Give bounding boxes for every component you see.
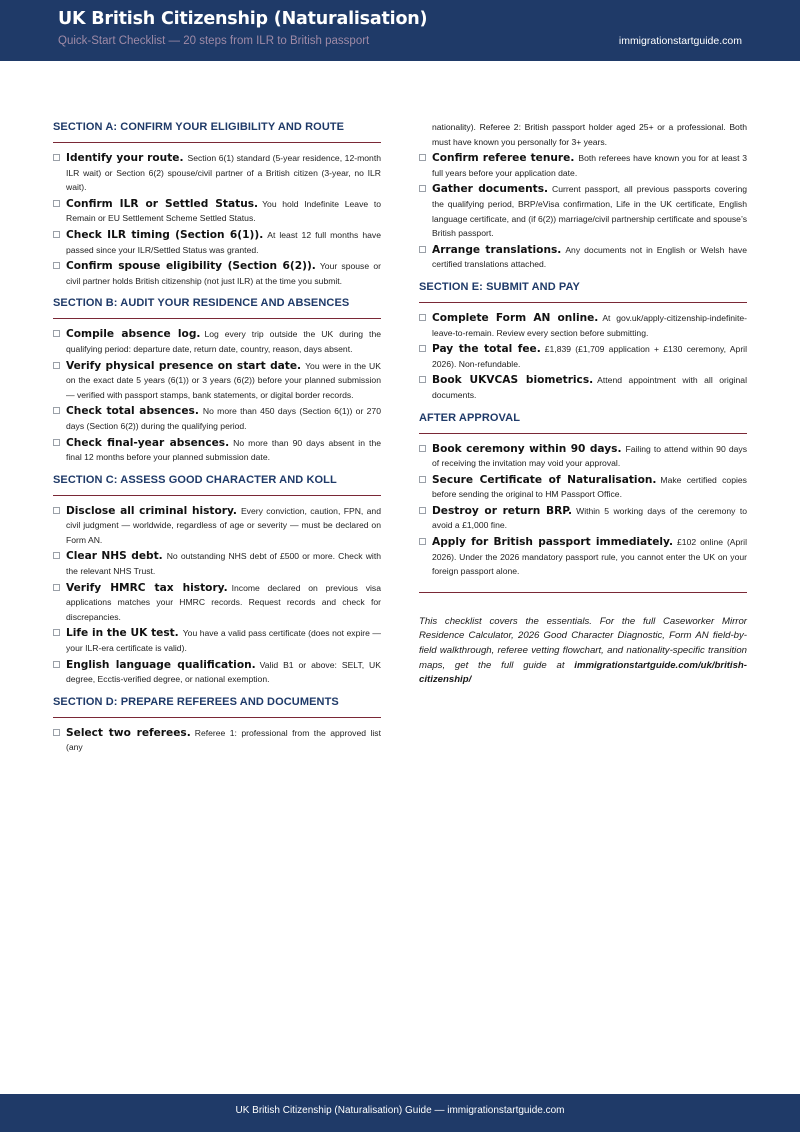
checklist-item[interactable] (53, 151, 381, 195)
item-label: Compile absence log. (66, 328, 201, 341)
section-b-heading: SECTION B: AUDIT YOUR RESIDENCE AND ABSENCES (53, 292, 381, 319)
item-label: English language qualification. (66, 658, 256, 671)
left-column (53, 116, 381, 759)
item-text: Every conviction, caution, FPN, and civil judgment — worldwide, regardless of age or severity — must be declared on Form AN. (66, 505, 381, 545)
header-site-link[interactable]: immigrationstartguide.com (618, 35, 742, 47)
section-b (53, 292, 381, 464)
checkbox[interactable] (53, 330, 60, 337)
item-text: £1,839 (£1,709 application + £130 ceremony, April 2026). Non-refundable. (432, 344, 747, 369)
checkbox[interactable] (419, 314, 426, 321)
item-label: Confirm ILR or Settled Status. (66, 197, 259, 210)
item-text: Current passport, all previous passports covering the qualifying period, BRP/eVisa confirmation, Life in the UK certificate, English language certificate, and (if 6(2)) marriage/civil partnership certificate and spouse’s British passport. (432, 184, 747, 239)
checklist-item[interactable] (53, 197, 381, 226)
checklist-item[interactable] (53, 626, 381, 655)
section-e (419, 276, 747, 403)
right-column (419, 118, 747, 688)
item-label: Select two referees. (66, 726, 191, 739)
item-text: You have a valid pass certificate (does not expire — your ILR-era certificate is valid). (66, 628, 381, 654)
checklist-item[interactable] (53, 504, 381, 548)
section-after-approval (419, 407, 747, 579)
item-text: No more than 450 days (Section 6(1)) or 270 days (Section 6(2)) during the qualifying period. (66, 406, 381, 431)
checkbox[interactable] (53, 262, 60, 269)
item-label: Book ceremony within 90 days. (432, 442, 622, 455)
checklist-item[interactable] (53, 549, 381, 578)
checkbox[interactable] (53, 552, 60, 559)
checklist-item[interactable] (53, 259, 381, 288)
item-text: You were in the UK on the exact date 5 years (6(1)) or 3 years (6(2)) before your planned submission — verified with passport stamps, bank statements, or digital border records. (66, 360, 381, 400)
item-text: Section 6(1) standard (5-year residence, 12-month ILR wait) or Section 6(2) spouse/civil partner of a British citizen (3-year, no ILR wait). (66, 153, 381, 193)
footer-text: UK British Citizenship (Naturalisation) Guide — immigrationstartguide.com (235, 1105, 565, 1116)
checklist-item[interactable] (419, 311, 747, 340)
checkbox[interactable] (419, 476, 426, 483)
item-text: Valid B1 or above: SELT, UK degree, Ecctis-verified degree, or national exemption. (66, 659, 381, 685)
checklist-item[interactable] (419, 373, 747, 402)
section-c-heading: SECTION C: ASSESS GOOD CHARACTER AND KOLL (53, 469, 381, 496)
checklist-item[interactable] (53, 404, 381, 433)
checklist-item[interactable] (419, 442, 747, 471)
closing-note-text: This checklist covers the essentials. For the full Caseworker Mirror Residence Calculator, 2026 Good Character Diagnostic, Form AN field-by-field walkthrough, referee vetting flowchart, and nationality-specific transition maps, get the full guide at (419, 615, 747, 671)
item-label: Destroy or return BRP. (432, 504, 573, 517)
page-subtitle: Quick-Start Checklist — 20 steps from ILR to British passport (58, 35, 370, 47)
item-label: Arrange translations. (432, 243, 562, 256)
checkbox[interactable] (53, 439, 60, 446)
after-approval-heading: AFTER APPROVAL (419, 407, 747, 434)
checklist-item[interactable] (53, 327, 381, 356)
item-text: Failing to attend within 90 days of receiving the invitation may void your approval. (432, 443, 747, 469)
checklist-item[interactable] (53, 436, 381, 465)
item-text: No more than 90 days absent in the final 12 months before your planned submission date. (66, 437, 381, 463)
checklist-item[interactable] (419, 243, 747, 272)
checkbox[interactable] (53, 407, 60, 414)
item-label: Identify your route. (66, 152, 184, 164)
item-text: You hold Indefinite Leave to Remain or EU Settlement Scheme Settled Status. (66, 198, 382, 224)
checkbox[interactable] (419, 154, 426, 161)
item-label: Check total absences. (66, 405, 199, 418)
item-label: Verify HMRC tax history. (66, 581, 228, 594)
item-label: Confirm referee tenure. (432, 152, 575, 165)
checkbox[interactable] (53, 661, 60, 668)
checkbox[interactable] (53, 154, 60, 161)
item-text: Referee 1: professional from the approved list (any (66, 727, 381, 753)
checkbox[interactable] (53, 629, 60, 636)
checklist-item[interactable] (419, 182, 747, 240)
item-text: At least 12 full months have passed since your ILR/Settled Status was granted. (66, 229, 381, 255)
item-text: Make certified copies before sending the original to HM Passport Office. (432, 474, 747, 500)
checklist-item[interactable] (419, 151, 747, 180)
item-text: Within 5 working days of the ceremony to avoid a £1,000 fine. (432, 505, 747, 531)
item-text: No outstanding NHS debt of £500 or more. Check with the relevant NHS Trust. (66, 551, 381, 577)
section-d-continued (419, 120, 747, 272)
page-title: UK British Citizenship (Naturalisation) (58, 9, 428, 29)
item-label: Confirm spouse eligibility (Section 6(2)). (66, 260, 316, 273)
checklist-item[interactable] (53, 658, 381, 687)
checklist-item[interactable] (53, 581, 381, 625)
checkbox[interactable] (419, 507, 426, 514)
item-label: Clear NHS debt. (66, 550, 163, 563)
checklist-item[interactable] (53, 359, 381, 403)
checkbox[interactable] (53, 584, 60, 591)
section-d (53, 691, 381, 755)
item-text: Both referees have known you for at least 3 full years before your application date. (432, 153, 748, 178)
item-text: £102 online (April 2026). Under the 2026 mandatory passport rule, you cannot enter the UK on your foreign passport alone. (432, 537, 747, 577)
checklist-item[interactable] (419, 342, 747, 371)
item-text: Attend appointment with all original documents. (432, 375, 747, 400)
checkbox[interactable] (419, 345, 426, 352)
section-d-heading: SECTION D: PREPARE REFEREES AND DOCUMENTS (53, 691, 381, 718)
section-a-heading: SECTION A: CONFIRM YOUR ELIGIBILITY AND ROUTE (53, 116, 381, 143)
item-label: Check final-year absences. (66, 436, 230, 449)
checkbox[interactable] (419, 445, 426, 452)
item-label: Verify physical presence on start date. (66, 359, 302, 372)
item-text: Income declared on previous visa applications matches your HMRC records. Request records and check for discrepancies. (66, 582, 381, 622)
checkbox[interactable] (419, 246, 426, 253)
checkbox[interactable] (53, 362, 60, 369)
page-header (0, 0, 800, 61)
item-text: Log every trip outside the UK during the qualifying period: departure date, return date, country, reason, days absent. (66, 329, 382, 354)
item-text: At gov.uk/apply-citizenship-indefinite-leave-to-remain. Review every section before submitting. (432, 312, 747, 338)
page-footer (0, 1094, 800, 1132)
full-guide-link[interactable]: immigrationstartguide.com/uk/british-citizenship/ (419, 659, 747, 686)
item-label: Complete Form AN online. (432, 311, 599, 324)
item-text: Your spouse or civil partner holds British citizenship (not just ILR) at the time you submit. (66, 261, 381, 286)
item-label: Disclose all criminal history. (66, 504, 237, 517)
checklist-item[interactable] (419, 504, 747, 533)
item-text: Any documents not in English or Welsh have certified translations attached. (432, 244, 747, 270)
checklist-item[interactable] (53, 726, 381, 755)
checklist-item[interactable] (53, 228, 381, 257)
item-label: Apply for British passport immediately. (432, 536, 674, 549)
item-label: Secure Certificate of Naturalisation. (432, 473, 657, 486)
checkbox[interactable] (419, 538, 426, 545)
checkbox[interactable] (419, 185, 426, 192)
closing-note (419, 615, 747, 688)
checkbox[interactable] (53, 507, 60, 514)
checkbox[interactable] (53, 200, 60, 207)
item-label: Pay the total fee. (432, 343, 541, 356)
divider (419, 592, 747, 593)
section-c (53, 469, 381, 687)
checkbox[interactable] (53, 729, 60, 736)
checklist-item[interactable] (419, 535, 747, 579)
checklist-item[interactable] (419, 473, 747, 502)
item-label: Book UKVCAS biometrics. (432, 374, 594, 387)
checkbox[interactable] (53, 231, 60, 238)
item-label: Check ILR timing (Section 6(1)). (66, 228, 264, 241)
item-label: Gather documents. (432, 183, 549, 196)
item-label: Life in the UK test. (66, 627, 179, 640)
section-e-heading: SECTION E: SUBMIT AND PAY (419, 276, 747, 303)
item-text-continued: nationality). Referee 2: British passport holder aged 25+ or a professional. Both must have known you personally for 3+ years. (432, 122, 747, 147)
section-a (53, 116, 381, 288)
checkbox[interactable] (419, 376, 426, 383)
